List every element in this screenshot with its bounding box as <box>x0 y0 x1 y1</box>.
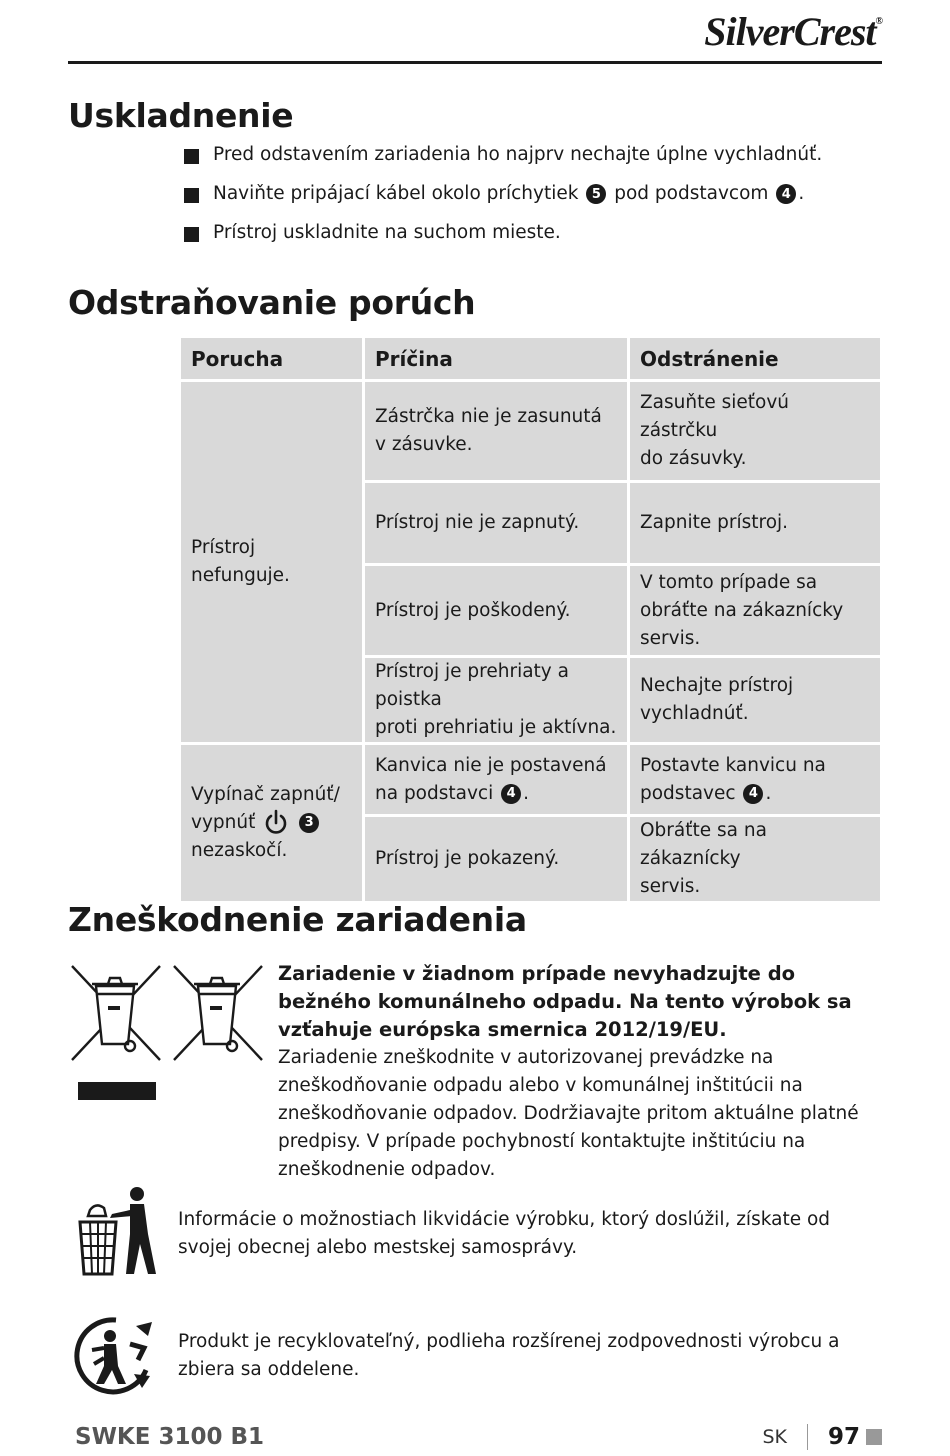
storage-item-text: pod podstavcom <box>608 183 775 204</box>
footer-page-info <box>762 1424 882 1450</box>
storage-item <box>184 183 822 222</box>
registered-mark: ® <box>875 16 882 27</box>
fix-text: Postavte kanvicu na podstavec <box>640 754 826 804</box>
fix-cell: Obráťte sa na zákaznícky servis. <box>629 816 882 903</box>
column-header: Príčina <box>364 337 629 381</box>
cause-cell: Prístroj je pokazený. <box>364 816 629 903</box>
fix-cell <box>629 744 882 816</box>
storage-item <box>184 222 822 261</box>
footer-language: SK <box>762 1426 787 1448</box>
column-header: Porucha <box>180 337 364 381</box>
table-row <box>180 381 882 482</box>
column-header: Odstránenie <box>629 337 882 381</box>
header-rule <box>68 61 882 64</box>
disposal-heading: Zneškodnenie zariadenia <box>68 900 527 939</box>
bullet-square-icon <box>184 227 199 242</box>
footer-model: SWKE 3100 B1 <box>75 1424 265 1450</box>
cause-cell: Prístroj je poškodený. <box>364 565 629 657</box>
bullet-square-icon <box>184 149 199 164</box>
fix-cell: Zapnite prístroj. <box>629 482 882 565</box>
fault-text: vypnúť <box>191 812 256 833</box>
municipal-info-row <box>68 1184 880 1280</box>
storage-item-text: . <box>798 183 805 204</box>
storage-item-text: Pred odstavením zariadenia ho najprv nechajte úplne vychladnúť. <box>213 144 823 165</box>
storage-list <box>184 144 822 261</box>
brand-name: SilverCrest <box>704 9 876 54</box>
crossed-bin-icon <box>72 966 160 1060</box>
cause-text: Kanvica nie je postavená na podstavci <box>375 754 607 804</box>
trash-disposal-icon <box>76 1184 166 1280</box>
ref-number-icon: 4 <box>743 784 763 804</box>
ref-number-icon: 5 <box>586 184 606 204</box>
power-icon <box>263 809 289 837</box>
fix-cell: Zasuňte sieťovú zástrčku do zásuvky. <box>629 381 882 482</box>
cause-cell: Prístroj je prehriaty a poistka proti prehriatiu je aktívna. <box>364 657 629 744</box>
fault-text: Vypínač zapnúť/ <box>191 784 340 805</box>
fault-cell <box>180 744 364 903</box>
disposal-text <box>278 960 878 1184</box>
fault-cell: Prístroj nefunguje. <box>180 381 364 744</box>
footer-square-icon <box>866 1429 882 1445</box>
ref-number-icon: 4 <box>501 784 521 804</box>
cause-cell: Prístroj nie je zapnutý. <box>364 482 629 565</box>
ref-number-icon: 3 <box>299 813 319 833</box>
disposal-warning: Zariadenie v žiadnom prípade nevyhadzujte do bežného komunálneho odpadu. Na tento výrobok sa vzťahuje európska smernica 2012/19/EU. <box>278 962 852 1041</box>
cause-cell <box>364 744 629 816</box>
storage-item-text: Naviňte pripájací kábel okolo príchytiek <box>213 183 585 204</box>
storage-item <box>184 144 822 183</box>
troubleshooting-heading: Odstraňovanie porúch <box>68 283 476 322</box>
footer-divider <box>807 1424 808 1450</box>
crossed-bin-icon <box>174 966 262 1060</box>
brand-logo <box>704 8 882 55</box>
fix-text: . <box>765 782 772 804</box>
recycling-icon <box>74 1314 158 1398</box>
recycle-info-text: Produkt je recyklovateľný, podlieha rozšírenej zodpovednosti výrobcu a zbiera sa oddelene. <box>178 1331 840 1380</box>
storage-item-text: Prístroj uskladnite na suchom mieste. <box>213 222 561 243</box>
table-header-row <box>180 337 882 381</box>
page-number: 97 <box>827 1424 860 1450</box>
fix-cell: V tomto prípade sa obráťte na zákaznícky servis. <box>629 565 882 657</box>
crossed-bin-icons <box>68 964 268 1064</box>
troubleshooting-table <box>178 335 883 904</box>
municipal-info-text: Informácie o možnostiach likvidácie výrobku, ktorý doslúžil, získate od svojej obecnej alebo mestskej samosprávy. <box>178 1209 831 1258</box>
disposal-body: Zariadenie zneškodnite v autorizovanej prevádzke na zneškodňovanie odpadu alebo v komunálnej inštitúcii na zneškodňovanie odpadov. Dodržiavajte pritom aktuálne platné predpisy. V prípade pochybností kontaktujte inštitúciu na zneškodnenie odpadov. <box>278 1047 859 1180</box>
table-row <box>180 744 882 816</box>
cause-cell: Zástrčka nie je zasunutá v zásuvke. <box>364 381 629 482</box>
disposal-bar <box>78 1082 156 1100</box>
ref-number-icon: 4 <box>776 184 796 204</box>
fix-cell: Nechajte prístroj vychladnúť. <box>629 657 882 744</box>
recycle-info-row <box>68 1314 880 1398</box>
storage-heading: Uskladnenie <box>68 96 294 135</box>
cause-text: . <box>523 782 530 804</box>
bullet-square-icon <box>184 188 199 203</box>
fault-text: nezaskočí. <box>191 840 288 861</box>
